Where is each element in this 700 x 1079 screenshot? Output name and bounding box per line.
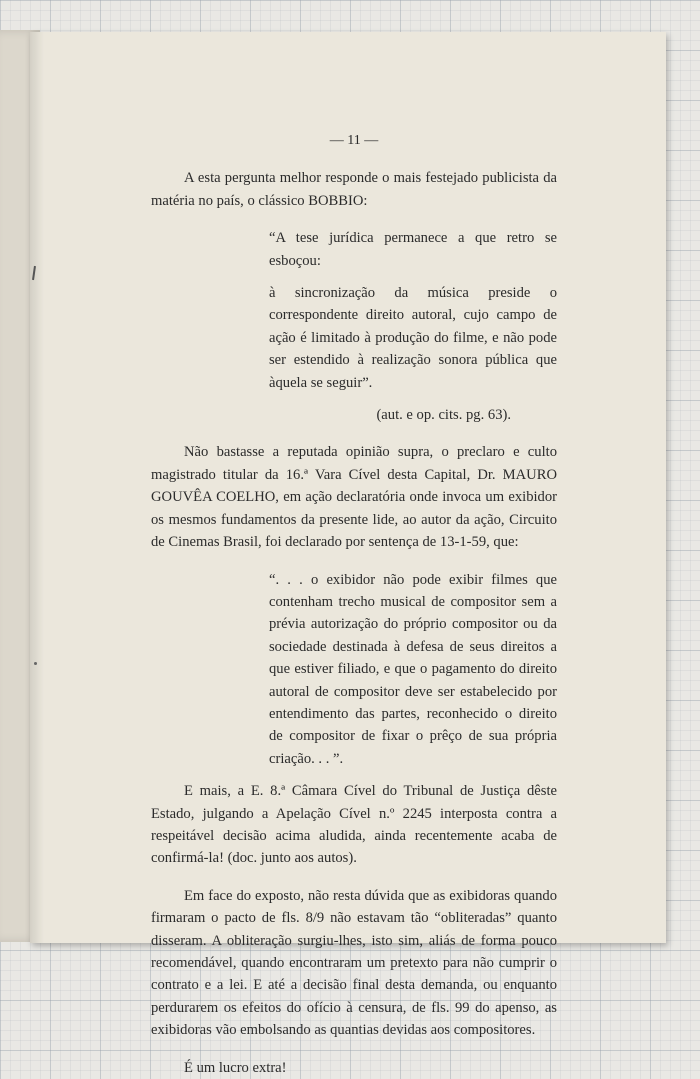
quote-bobbio: [269, 227, 557, 394]
margin-dot: [34, 662, 37, 665]
page-gutter-shadow: [30, 32, 44, 943]
page-number: — 11 —: [329, 133, 379, 148]
citation: (aut. e op. cits. pg. 63).: [376, 407, 511, 424]
paragraph-3: E mais, a E. 8.ª Câmara Cível do Tribunal de Justiça dêste Estado, julgando a Apelação Cível n.º 2245 interposta contra a respeitável decisão acima aludida, ainda recentemente acaba de confirmá-la! (doc. junto aos autos).: [151, 783, 557, 867]
quote-sentence-text: “. . . o exibidor não pode exibir filmes que contenham trecho musical de compositor sem a prévia autorização do próprio compositor ou da sociedade destinada à defesa de seus direitos a que estiver filiado, e que o pagamento do direito autoral de compositor deve ser estabelecido por entendimento das partes, reconhecido o direito de compositor de fixar o prêço de sua própria criação. . . ”.: [269, 571, 557, 767]
document-page: [30, 32, 666, 1076]
paragraph-2: Não bastasse a reputada opinião supra, o preclaro e culto magistrado titular da 16.ª Vara Cível desta Capital, Dr. MAURO GOUVÊA COELHO, em ação declaratória onde invoca um exibidor os mesmos fundamentos da presente lide, ao autor da ação, Circuito de Cinemas Brasil, foi declarado por sentença de 13-1-59, que:: [151, 444, 557, 551]
page-text: [151, 130, 557, 1079]
quote-sentence: [269, 569, 557, 771]
paragraph-5: É um lucro extra!: [184, 1059, 287, 1076]
quote-bobbio-line-2: à sincronização da música preside o correspondente direito autoral, cujo campo de ação é limitado à produção do filme, e não pode ser estendido à realização sonora pública que àquela se seguir”.: [269, 285, 557, 391]
paragraph-1: A esta pergunta melhor responde o mais festejado publicista da matéria no país, o clássico BOBBIO:: [151, 170, 557, 209]
quote-bobbio-line-1: “A tese jurídica permanece a que retro se esboçou:: [269, 230, 557, 269]
paragraph-4: Em face do exposto, não resta dúvida que as exibidoras quando firmaram o pacto de fls. 8/9 não estavam tão “obliteradas” quanto disseram. A obliteração surgiu-lhes, isto sim, aliás de forma pouco recomendável, quando encontraram um pretexto para não cumprir o contrato e a lei. E até a decisão final desta demanda, ou enquanto perdurarem os efeitos do ofício à censura, de fls. 99 do apenso, as exibidoras vão embolsando as quantias devidas aos compositores.: [151, 887, 557, 1039]
